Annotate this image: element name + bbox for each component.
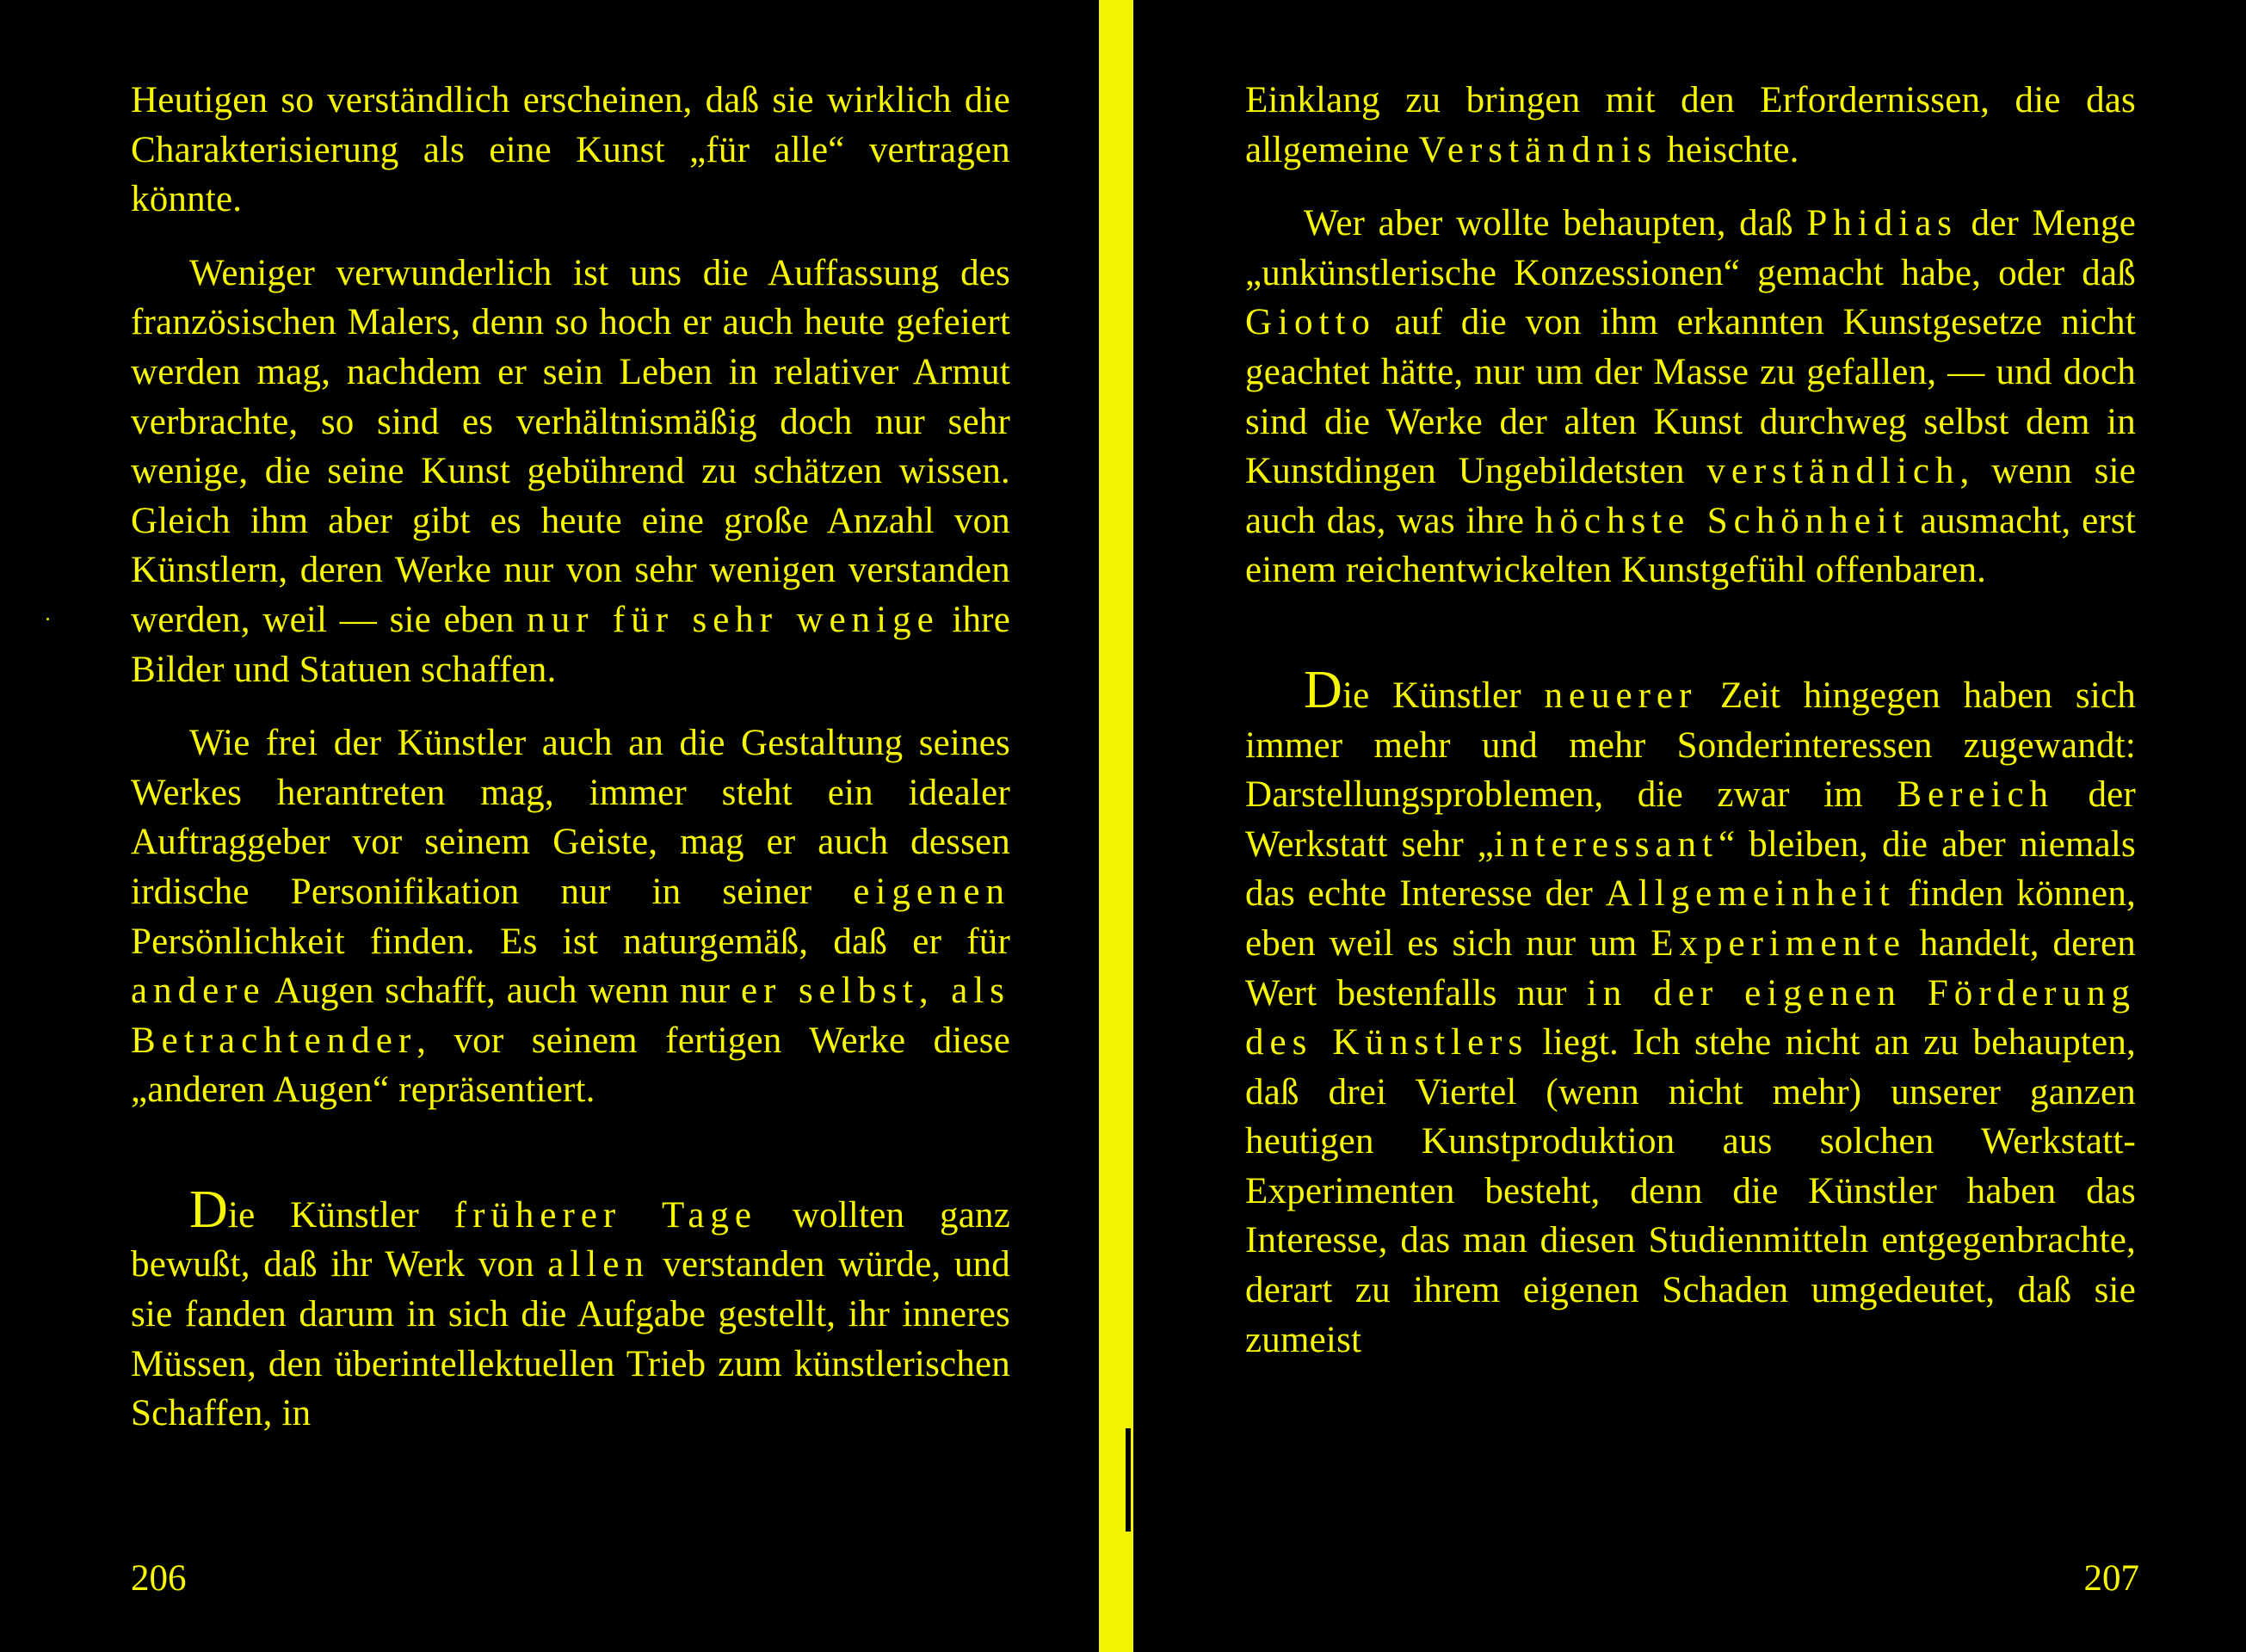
text-run: Zeit hingegen haben sich immer mehr und mehr Sonderinteressen zugewandt: Darstellungsproblemen, die zwar im [1245,675,2136,816]
text-run: der Werkstatt sehr „ [1245,774,2136,865]
text-run: ihre Bilder und Statuen schaffen. [131,599,1010,690]
emphasized-text: Phidias [1806,203,1959,244]
emphasized-text: Experimente [1651,922,1906,964]
page-number-right: 207 [2083,1558,2139,1599]
text-run: ie Künstler [1342,675,1545,716]
text-run: liegt. Ich stehe nicht an zu behaupten, daß drei Viertel (wenn nicht mehr) unserer ganzen heutigen Kunstproduktion aus solchen Werkstatt-Experimenten besteht, denn die Künstler haben das Interesse, das man diesen Studienmitteln entgegenbrachte, derart zu ihrem eigenen Schaden umgedeutet, daß sie zumeist [1245,1022,2136,1360]
text-run: Wer aber wollte behaupten, daß [1304,203,1807,244]
emphasized-text: höchste Schönheit [1534,500,1910,541]
left-page [131,76,1010,1607]
text-run: , wenn sie auch das, was ihre [1245,451,2136,541]
left-paragraph-1 [131,76,1010,225]
text-run: Wie frei der Künstler auch an die Gestaltung seines Werkes herantreten mag, immer steht ein idealer Auftraggeber vor seinem Geiste, mag er auch dessen irdische Personifikation nur in seiner [131,723,1010,912]
text-run: finden können, eben weil es sich nur um [1245,873,2136,964]
emphasized-text: Verständnis [1418,129,1658,170]
left-paragraph-4 [131,1180,1010,1439]
text-run: Weniger verwunderlich ist uns die Auffassung des französischen Malers, denn so hoch er auch heute gefeiert werden mag, nachdem er sein Leben in relativer Armut verbrachte, so sind es verhältnismäßig doch nur sehr wenige, die seine Kunst gebührend zu schätzen wissen. Gleich ihm aber gibt es heute eine große Anzahl von Künstlern, deren Werke nur von sehr wenigen verstanden werden, weil — sie eben [131,252,1010,640]
right-paragraph-1 [1245,76,2136,175]
text-run: handelt, deren Wert bestenfalls nur [1245,922,2136,1014]
emphasized-text: allen [547,1244,650,1285]
text-run: der Menge „unkünstlerische Konzessionen“ gemacht habe, oder daß [1245,203,2136,293]
right-page [1245,76,2136,1607]
drop-initial: D [1304,660,1342,719]
emphasized-text: nur für sehr wenige [527,599,940,640]
gutter-shadow-mark [1126,1428,1131,1532]
text-run: heischte. [1657,129,1799,170]
emphasized-text: Allgemeinheit [1605,873,1896,915]
text-run: “ bleiben, die aber niemals das echte Interesse der [1245,823,2136,915]
emphasized-text: interessant [1494,823,1718,865]
left-paragraph-3 [131,718,1010,1115]
emphasized-text: eigenen [853,871,1010,912]
right-paragraph-2 [1245,199,2136,595]
emphasized-text: früherer Tage [454,1194,757,1236]
right-paragraph-3 [1245,660,2136,1365]
emphasized-text: neuerer [1544,675,1698,716]
emphasized-text: andere [131,971,266,1012]
text-run: Persönlichkeit finden. Es ist naturgemäß, daß er für [131,921,1010,962]
page-number-left: 206 [131,1558,187,1599]
text-run: Augen schafft, auch wenn nur [265,971,741,1012]
text-run: auf die von ihm erkannten Kunstgesetze nicht geachtet hätte, nur um der Masse zu gefallen, — und doch sind die Werke der alten Kunst durchweg selbst dem in Kunstdingen Ungebildetsten [1245,302,2136,492]
text-run: Einklang zu bringen mit den Erfordernissen, die das allgemeine [1245,80,2136,170]
emphasized-text: Bereich [1897,774,2055,816]
emphasized-text: er selbst, als Betrachtender [131,971,1010,1061]
emphasized-text: Giotto [1245,302,1376,343]
emphasized-text: verständlich [1706,451,1960,492]
scan-speck [46,618,49,620]
text-run: wollten ganz bewußt, daß ihr Werk von [131,1194,1010,1285]
text-run: ie Künstler [227,1194,454,1236]
text-run: Heutigen so verständlich erscheinen, daß sie wirklich die Charakterisierung als eine Kunst „für alle“ vertragen könnte. [131,80,1010,220]
text-run: ausmacht, erst einem reichentwickelten Kunstgefühl offenbaren. [1245,500,2136,591]
left-paragraph-2 [131,249,1010,694]
book-gutter [1099,0,1133,1652]
emphasized-text: in der eigenen Förderung des Künstlers [1245,972,2136,1063]
drop-initial: D [189,1180,228,1239]
text-run: , vor seinem fertigen Werke diese „anderen Augen“ repräsentiert. [131,1020,1010,1111]
text-run: verstanden würde, und sie fanden darum in sich die Aufgabe gestellt, ihr inneres Müssen, den überintellektuellen Trieb zum künstlerischen Schaffen, in [131,1244,1010,1434]
